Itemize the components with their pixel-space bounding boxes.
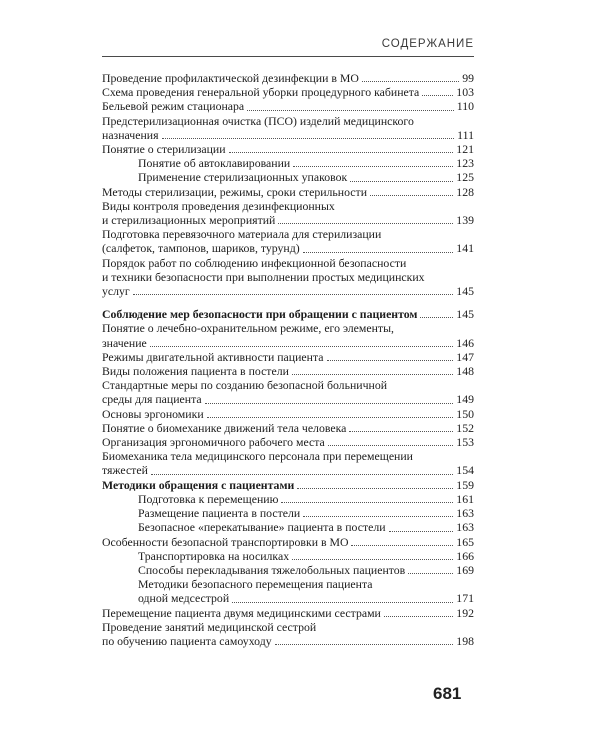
toc-entry-title: Применение стерилизационных упаковок: [138, 170, 348, 185]
leader-dots: [389, 530, 454, 532]
toc-entry[interactable]: [102, 606, 474, 620]
toc-entry-title-line: Методики безопасного перемещения пациента: [138, 577, 373, 592]
toc-entry-page: 111: [457, 127, 474, 142]
page-number: 681: [433, 684, 462, 703]
toc-entry-page: 99: [462, 71, 474, 85]
toc-entry-page: 150: [456, 406, 474, 421]
toc-entry-multiline[interactable]: [102, 114, 474, 142]
table-of-contents: [102, 71, 474, 648]
toc-entry-title-line: Порядок работ по соблюдению инфекционной безопасности: [102, 255, 407, 270]
toc-entry-title-line: и стерилизационных мероприятий: [102, 213, 276, 228]
leader-dots: [349, 430, 453, 432]
toc-entry-page: 141: [456, 241, 474, 256]
toc-entry-multiline[interactable]: [102, 321, 474, 349]
toc-entry-multiline[interactable]: [102, 227, 474, 255]
toc-subentry[interactable]: [102, 156, 474, 170]
leader-dots: [370, 194, 453, 196]
leader-dots: [133, 293, 454, 295]
toc-entry-title: Особенности безопасной транспортировки в МО: [102, 534, 349, 549]
toc-entry-page: 163: [456, 506, 474, 521]
toc-subentry[interactable]: [102, 170, 474, 184]
toc-entry-page: 123: [456, 156, 474, 171]
leader-dots: [229, 151, 454, 153]
leader-dots: [422, 94, 453, 96]
toc-entry-title-line: одной медсестрой: [138, 591, 230, 606]
toc-entry[interactable]: [102, 99, 474, 113]
toc-entry-page: 165: [456, 534, 474, 549]
toc-entry-title: Схема проведения генеральной уборки процедурного кабинета: [102, 85, 420, 100]
leader-dots: [303, 251, 454, 253]
toc-entry-page: 145: [456, 307, 474, 322]
leader-dots: [151, 473, 453, 475]
leader-dots: [162, 137, 455, 139]
toc-entry-title: Бельевой режим стационара: [102, 99, 245, 114]
toc-entry-title-line: Подготовка перевязочного материала для стерилизации: [102, 227, 382, 242]
toc-entry-title: Методики обращения с пациентами: [102, 477, 295, 492]
toc-entry-page: 149: [456, 392, 474, 407]
leader-dots: [350, 180, 453, 182]
toc-entry-multiline[interactable]: [102, 620, 474, 648]
toc-entry-title-line: по обучению пациента самоуходу: [102, 633, 272, 648]
toc-entry-page: 139: [456, 213, 474, 228]
leader-dots: [281, 501, 453, 503]
toc-entry-multiline[interactable]: [102, 378, 474, 406]
toc-entry-title: Подготовка к перемещению: [138, 491, 279, 506]
toc-entry-title: Соблюдение мер безопасности при обращении с пациентом: [102, 307, 418, 322]
toc-entry-title-line: Предстерилизационная очистка (ПСО) изделий медицинского: [102, 113, 414, 128]
toc-subentry[interactable]: [102, 563, 474, 577]
toc-entry[interactable]: [102, 435, 474, 449]
toc-entry-multiline[interactable]: [102, 256, 474, 299]
leader-dots: [150, 345, 454, 347]
toc-entry[interactable]: [102, 350, 474, 364]
toc-entry-title-line: Проведение занятий медицинской сестрой: [102, 619, 317, 634]
toc-entry[interactable]: [102, 71, 474, 85]
toc-entry-title: Способы перекладывания тяжелобольных пациентов: [138, 562, 406, 577]
toc-entry-title-line: Биомеханика тела медицинского персонала при перемещении: [102, 449, 413, 464]
toc-entry-page: 169: [456, 562, 474, 577]
leader-dots: [420, 316, 453, 318]
toc-entry-page: 161: [456, 491, 474, 506]
toc-entry-title: Перемещение пациента двумя медицинскими сестрами: [102, 605, 381, 620]
toc-entry-page: 125: [456, 170, 474, 185]
toc-entry-title-line: назначения: [102, 127, 159, 142]
toc-entry[interactable]: [102, 421, 474, 435]
toc-entry-title-line: и техники безопасности при выполнении простых медицинских: [102, 269, 425, 284]
toc-entry-title: Проведение профилактической дезинфекции в МО: [102, 71, 359, 85]
leader-dots: [297, 487, 453, 489]
toc-entry-title-line: значение: [102, 335, 147, 350]
toc-entry-title: Безопасное «перекатывание» пациента в постели: [138, 520, 386, 535]
toc-entry-title: Транспортировка на носилках: [138, 548, 290, 563]
toc-entry-title-line: (салфеток, тампонов, шариков, турунд): [102, 241, 300, 256]
leader-dots: [362, 80, 459, 82]
toc-entry-title: Методы стерилизации, режимы, сроки стерильности: [102, 184, 368, 199]
leader-dots: [207, 416, 454, 418]
toc-entry-title: Размещение пациента в постели: [138, 506, 301, 521]
toc-entry-title: Понятие о биомеханике движений тела человека: [102, 420, 347, 435]
toc-entry-page: 152: [456, 420, 474, 435]
leader-dots: [292, 373, 453, 375]
leader-dots: [278, 222, 453, 224]
section-gap: [102, 298, 474, 307]
toc-entry-page: 153: [456, 435, 474, 450]
toc-entry-page: 166: [456, 548, 474, 563]
toc-entry[interactable]: [102, 535, 474, 549]
leader-dots: [351, 544, 453, 546]
leader-dots: [328, 444, 454, 446]
toc-entry-page: 147: [456, 349, 474, 364]
toc-entry-multiline[interactable]: [102, 199, 474, 227]
toc-entry-title: Понятие об автоклавировании: [138, 156, 291, 171]
toc-subentry[interactable]: [102, 549, 474, 563]
toc-entry-title-line: тяжестей: [102, 463, 148, 478]
toc-entry-page: 146: [456, 335, 474, 350]
leader-dots: [232, 601, 453, 603]
toc-entry-title-line: Стандартные меры по созданию безопасной больничной: [102, 378, 388, 393]
toc-subentry-multiline[interactable]: [102, 577, 474, 605]
toc-entry-title: Организация эргономичного рабочего места: [102, 435, 325, 450]
toc-entry-page: 128: [456, 184, 474, 199]
toc-entry-title-line: Виды контроля проведения дезинфекционных: [102, 198, 335, 213]
leader-dots: [327, 359, 454, 361]
toc-subentry[interactable]: [102, 506, 474, 520]
toc-entry-title-line: Понятие о лечебно-охранительном режиме, его элементы,: [102, 321, 394, 336]
toc-entry[interactable]: [102, 85, 474, 99]
running-header: СОДЕРЖАНИЕ: [381, 38, 474, 50]
toc-entry-page: 121: [456, 142, 474, 157]
leader-dots: [292, 558, 453, 560]
toc-entry-title: Режимы двигательной активности пациента: [102, 349, 324, 364]
toc-entry-title: Виды положения пациента в постели: [102, 364, 289, 379]
toc-entry[interactable]: [102, 142, 474, 156]
toc-entry[interactable]: [102, 407, 474, 421]
toc-entry-title: Понятие о стерилизации: [102, 142, 226, 157]
toc-entry-page: 145: [456, 284, 474, 299]
toc-entry[interactable]: [102, 364, 474, 378]
leader-dots: [408, 572, 453, 574]
leader-dots: [384, 615, 453, 617]
toc-entry-multiline[interactable]: [102, 449, 474, 477]
toc-entry[interactable]: [102, 185, 474, 199]
toc-entry-page: 148: [456, 364, 474, 379]
toc-entry-page: 159: [456, 477, 474, 492]
toc-subentry[interactable]: [102, 492, 474, 506]
leader-dots: [247, 109, 454, 111]
leader-dots: [275, 643, 454, 645]
toc-entry-title: Основы эргономики: [102, 406, 204, 421]
toc-entry-page: 192: [456, 605, 474, 620]
toc-entry-page: 103: [456, 85, 474, 100]
leader-dots: [205, 402, 454, 404]
toc-section-heading[interactable]: [102, 307, 474, 321]
toc-entry-page: 154: [456, 463, 474, 478]
toc-entry-title-line: услуг: [102, 284, 130, 299]
toc-subentry[interactable]: [102, 520, 474, 534]
leader-dots: [293, 165, 453, 167]
toc-entry-page: 110: [456, 99, 474, 114]
leader-dots: [303, 515, 453, 517]
toc-entry-page: 198: [456, 633, 474, 648]
toc-section-heading[interactable]: [102, 478, 474, 492]
toc-entry-page: 171: [456, 591, 474, 606]
toc-entry-title-line: среды для пациента: [102, 392, 202, 407]
toc-entry-page: 163: [456, 520, 474, 535]
header-rule: [102, 56, 474, 57]
